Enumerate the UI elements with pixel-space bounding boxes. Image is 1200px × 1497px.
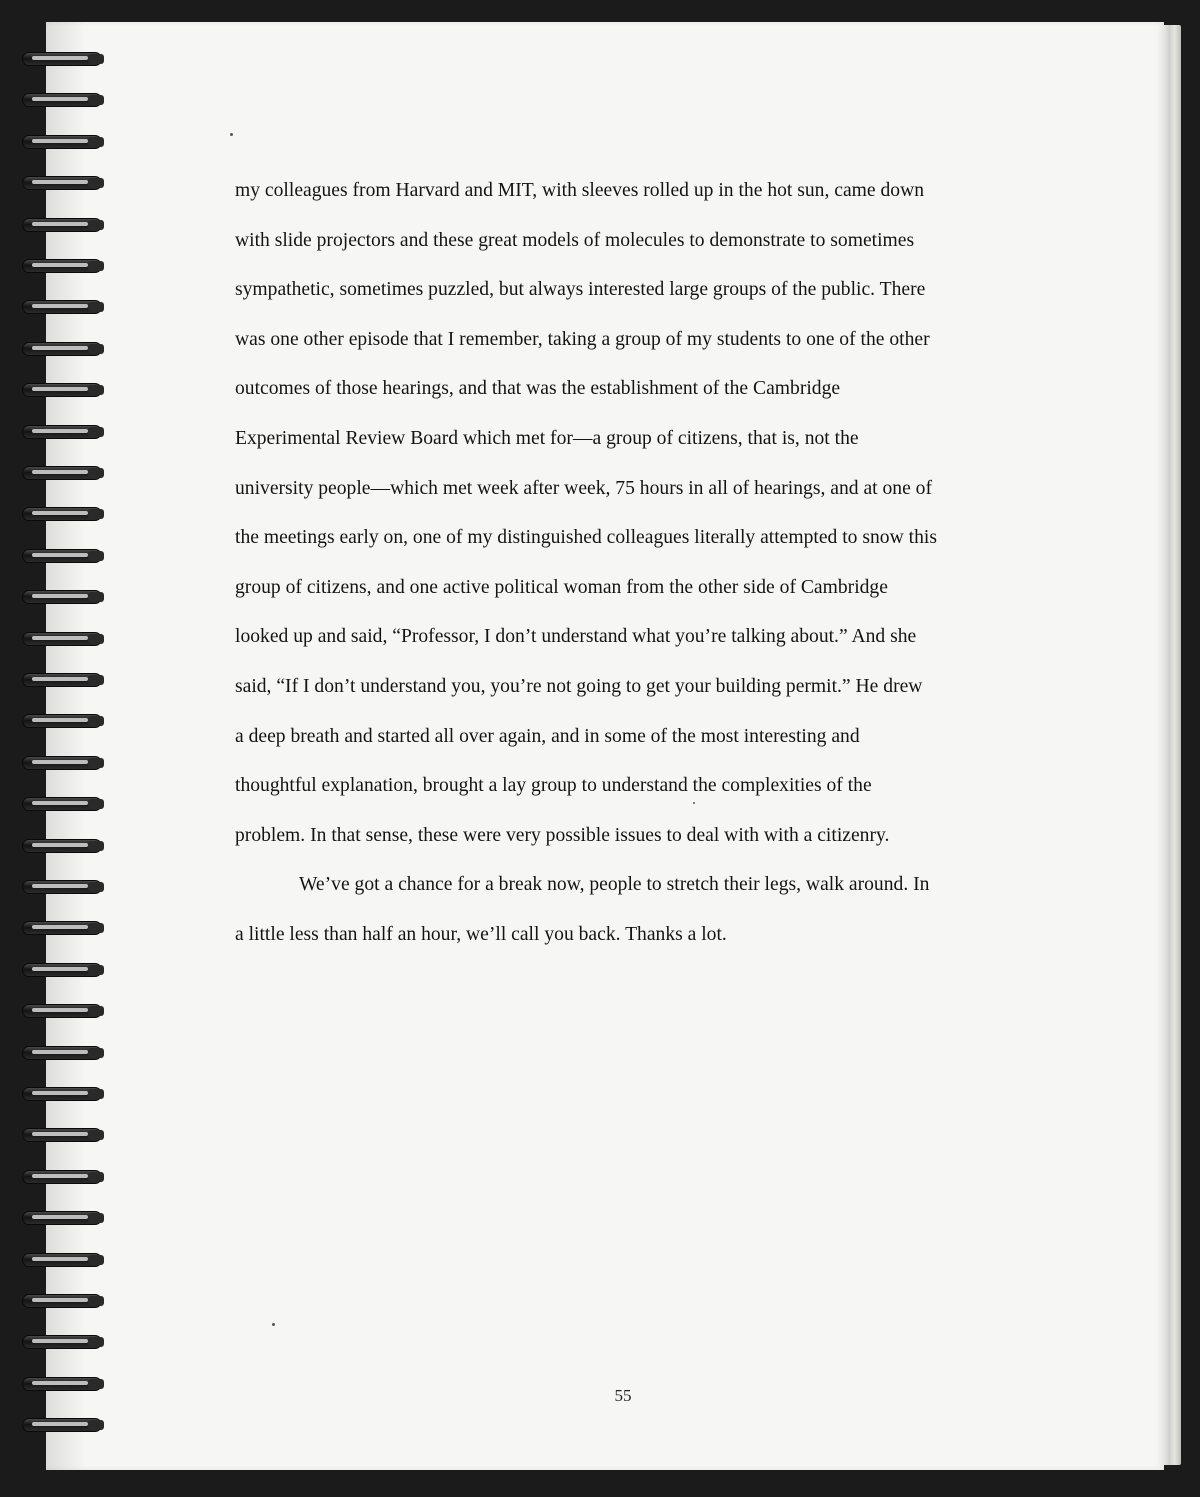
text-line: a little less than half an hour, we’ll call you back. Thanks a lot. bbox=[235, 923, 727, 945]
binding-coil bbox=[22, 93, 108, 108]
text-line: group of citizens, and one active political woman from the other side of Cambridge bbox=[235, 576, 888, 598]
binding-coil bbox=[22, 963, 108, 978]
transcript-text bbox=[235, 166, 1025, 960]
binding-coil bbox=[22, 300, 108, 315]
scan-speck bbox=[230, 133, 233, 136]
text-line: We’ve got a chance for a break now, people to stretch their legs, walk around. In bbox=[299, 874, 930, 896]
binding-coil bbox=[22, 632, 108, 647]
binding-coil bbox=[22, 1170, 108, 1185]
text-line: was one other episode that I remember, taking a group of my students to one of the other bbox=[235, 328, 930, 350]
binding-coil bbox=[22, 921, 108, 936]
binding-coil bbox=[22, 1418, 108, 1433]
text-line: said, “If I don’t understand you, you’re not going to get your building permit.” He drew bbox=[235, 675, 923, 697]
binding-coil bbox=[22, 880, 108, 895]
binding-coil bbox=[22, 52, 108, 67]
text-line: thoughtful explanation, brought a lay group to understand the complexities of the bbox=[235, 775, 872, 797]
binding-coil bbox=[22, 507, 108, 522]
binding-coil bbox=[22, 1004, 108, 1019]
text-line: a deep breath and started all over again, and in some of the most interesting and bbox=[235, 725, 860, 747]
binding-coil bbox=[22, 1294, 108, 1309]
text-line: sympathetic, sometimes puzzled, but always interested large groups of the public. There bbox=[235, 279, 926, 301]
text-line: my colleagues from Harvard and MIT, with sleeves rolled up in the hot sun, came down bbox=[235, 180, 925, 201]
text-line: problem. In that sense, these were very possible issues to deal with with a citizenry. bbox=[235, 824, 890, 846]
binding-coil bbox=[22, 259, 108, 274]
binding-coil bbox=[22, 425, 108, 440]
binding-coil bbox=[22, 714, 108, 729]
binding-coil bbox=[22, 218, 108, 233]
scan-speck bbox=[693, 802, 695, 804]
binding-coil bbox=[22, 839, 108, 854]
binding-coil bbox=[22, 549, 108, 564]
binding-coil bbox=[22, 383, 108, 398]
text-line: the meetings early on, one of my distinguished colleagues literally attempted to snow this bbox=[235, 527, 937, 549]
binding-coil bbox=[22, 135, 108, 150]
binding-coil bbox=[22, 1335, 108, 1350]
text-line: looked up and said, “Professor, I don’t understand what you’re talking about.” And she bbox=[235, 626, 917, 648]
binding-coil bbox=[22, 1046, 108, 1061]
binding-coil bbox=[22, 466, 108, 481]
binding-coil bbox=[22, 1128, 108, 1143]
text-line: outcomes of those hearings, and that was the establishment of the Cambridge bbox=[235, 378, 841, 400]
page-number: 55 bbox=[614, 1386, 632, 1405]
binding-coil bbox=[22, 342, 108, 357]
spiral-binding bbox=[14, 52, 104, 1462]
text-line: university people—which met week after week, 75 hours in all of hearings, and at one of bbox=[235, 477, 932, 499]
text-line: Experimental Review Board which met for—a group of citizens, that is, not the bbox=[235, 427, 859, 449]
binding-coil bbox=[22, 756, 108, 771]
binding-coil bbox=[22, 797, 108, 812]
text-line: with slide projectors and these great models of molecules to demonstrate to sometimes bbox=[235, 229, 915, 251]
binding-coil bbox=[22, 590, 108, 605]
binding-coil bbox=[22, 176, 108, 191]
scan-speck bbox=[272, 1323, 275, 1326]
binding-coil bbox=[22, 1211, 108, 1226]
binding-coil bbox=[22, 1377, 108, 1392]
binding-coil bbox=[22, 673, 108, 688]
binding-coil bbox=[22, 1253, 108, 1268]
binding-coil bbox=[22, 1087, 108, 1102]
